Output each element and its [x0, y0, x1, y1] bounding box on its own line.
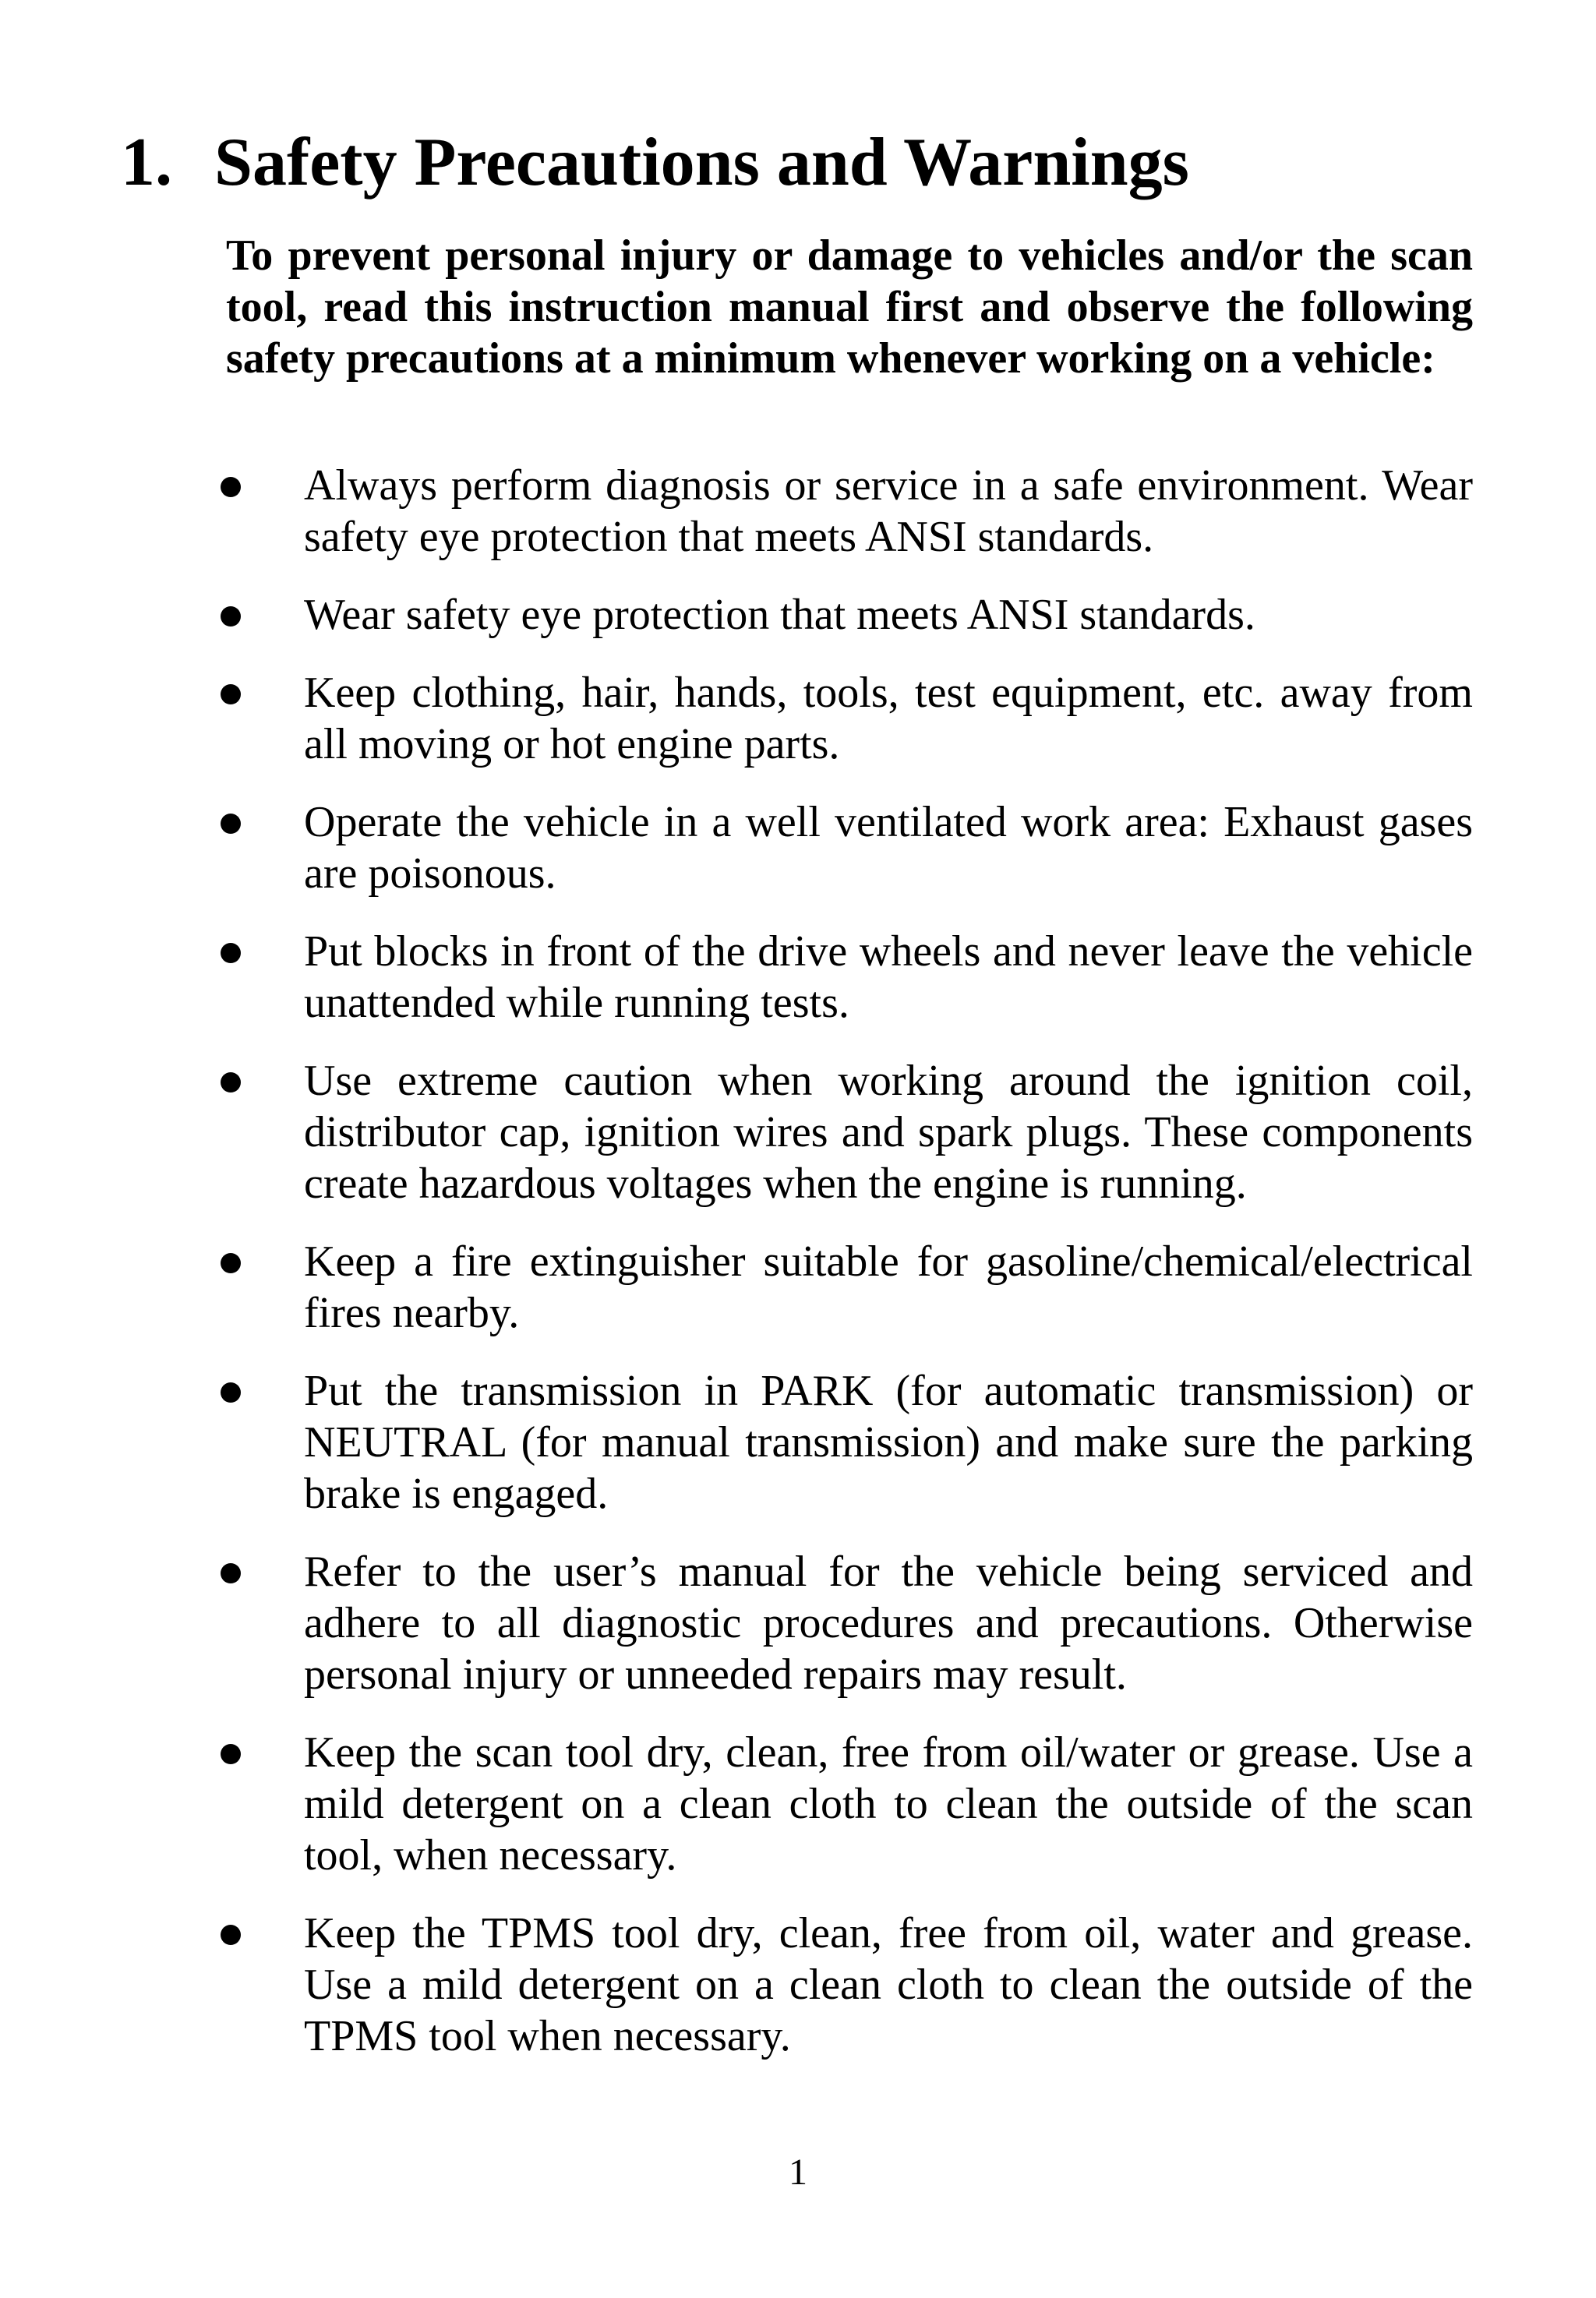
list-item	[0, 796, 1596, 899]
bullet-icon	[221, 1072, 241, 1093]
list-item-text: Refer to the user’s manual for the vehicle being serviced and adhere to all diagnostic procedures and precautions. Otherwise personal injury or unneeded repairs may result.	[304, 1548, 1473, 1699]
bullet-icon	[221, 606, 241, 627]
bullet-icon	[221, 477, 241, 497]
list-item-text: Keep a fire extinguisher suitable for gasoline/chemical/electrical fires nearby.	[304, 1237, 1473, 1337]
list-item	[0, 1908, 1596, 2062]
list-item	[0, 667, 1596, 770]
safety-precautions-list	[0, 460, 1596, 2088]
bullet-icon	[221, 1925, 241, 1945]
list-item-text: Keep clothing, hair, hands, tools, test equipment, etc. away from all moving or hot engine parts.	[304, 669, 1473, 768]
page-number: 1	[789, 2152, 807, 2193]
list-item	[0, 1546, 1596, 1700]
list-item	[0, 460, 1596, 563]
list-item-text: Always perform diagnosis or service in a safe environment. Wear safety eye protection that meets ANSI standards.	[304, 461, 1473, 561]
bullet-icon	[221, 1253, 241, 1273]
list-item-text: Use extreme caution when working around the ignition coil, distributor cap, ignition wires and spark plugs. These components create hazardous voltages when the engine is running.	[304, 1057, 1473, 1208]
list-item-text: Put the transmission in PARK (for automatic transmission) or NEUTRAL (for manual transmission) and make sure the parking brake is engaged.	[304, 1367, 1473, 1518]
list-item-text: Operate the vehicle in a well ventilated work area: Exhaust gases are poisonous.	[304, 798, 1473, 898]
bullet-icon	[221, 943, 241, 963]
list-item-text: Keep the TPMS tool dry, clean, free from oil, water and grease. Use a mild detergent on a clean cloth to clean the outside of the TPMS tool when necessary.	[304, 1909, 1473, 2060]
list-item-text: Wear safety eye protection that meets ANSI standards.	[304, 591, 1255, 639]
bullet-icon	[221, 814, 241, 834]
intro-paragraph: To prevent personal injury or damage to vehicles and/or the scan tool, read this instruction manual first and observe the following safety precautions at a minimum whenever working on a vehicle:	[226, 231, 1473, 383]
list-item	[0, 926, 1596, 1029]
bullet-icon	[221, 684, 241, 704]
list-item	[0, 1055, 1596, 1209]
list-item	[0, 1365, 1596, 1520]
list-item	[0, 1236, 1596, 1339]
section-number: 1.	[121, 125, 172, 200]
list-item-text: Keep the scan tool dry, clean, free from oil/water or grease. Use a mild detergent on a clean cloth to clean the outside of the scan tool, when necessary.	[304, 1728, 1473, 1880]
list-item	[0, 1727, 1596, 1881]
list-item-text: Put blocks in front of the drive wheels and never leave the vehicle unattended while running tests.	[304, 927, 1473, 1027]
bullet-icon	[221, 1382, 241, 1403]
list-item	[0, 589, 1596, 641]
bullet-icon	[221, 1563, 241, 1583]
section-heading	[121, 121, 1189, 205]
bullet-icon	[221, 1744, 241, 1764]
section-title: Safety Precautions and Warnings	[214, 125, 1189, 200]
